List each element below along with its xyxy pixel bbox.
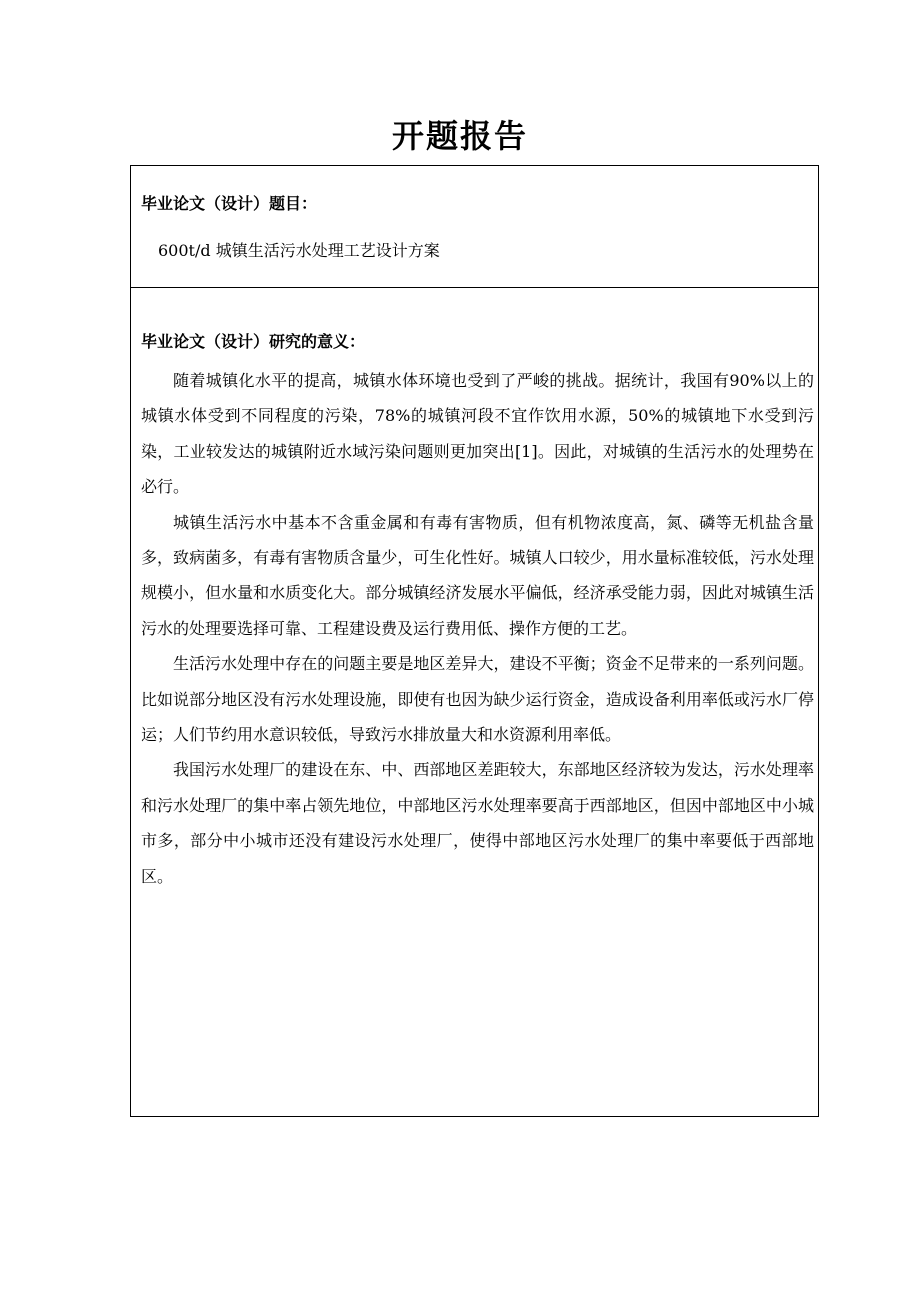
paragraph: 随着城镇化水平的提高，城镇水体环境也受到了严峻的挑战。据统计，我国有90%以上的城镇水体受到不同程度的污染，78%的城镇河段不宜作饮用水源，50%的城镇地下水受到污染，工业较发达的城镇附近水域污染问题则更加突出[1]。因此，对城镇的生活污水的处理势在必行。 [141,371,814,497]
research-significance-heading: 毕业论文（设计）研究的意义： [141,332,366,351]
research-significance-body [141,363,814,894]
proposal-form-table [130,165,819,1117]
paragraph: 我国污水处理厂的建设在东、中、西部地区差距较大，东部地区经济较为发达，污水处理率和污水处理厂的集中率占领先地位，中部地区污水处理率要高于西部地区，但因中部地区中小城市多，部分中小城市还没有建设污水处理厂，使得中部地区污水处理厂的集中率要低于西部地区。 [141,760,814,886]
paragraph: 城镇生活污水中基本不含重金属和有毒有害物质，但有机物浓度高，氮、磷等无机盐含量多，致病菌多，有毒有害物质含量少，可生化性好。城镇人口较少，用水量标准较低，污水处理规模小，但水量和水质变化大。部分城镇经济发展水平偏低，经济承受能力弱，因此对城镇生活污水的处理要选择可靠、工程建设费及运行费用低、操作方便的工艺。 [141,512,814,638]
research-significance-cell [131,288,818,1117]
thesis-topic-cell [131,166,818,288]
paragraph: 生活污水处理中存在的问题主要是地区差异大，建设不平衡；资金不足带来的一系列问题。比如说部分地区没有污水处理设施，即使有也因为缺少运行资金，造成设备利用率低或污水厂停运；人们节约用水意识较低，导致污水排放量大和水资源利用率低。 [141,654,814,745]
thesis-topic-heading: 毕业论文（设计）题目： [141,194,318,213]
page-title: 开题报告 [391,117,528,155]
thesis-topic-value: 600t/d 城镇生活污水处理工艺设计方案 [158,241,440,260]
